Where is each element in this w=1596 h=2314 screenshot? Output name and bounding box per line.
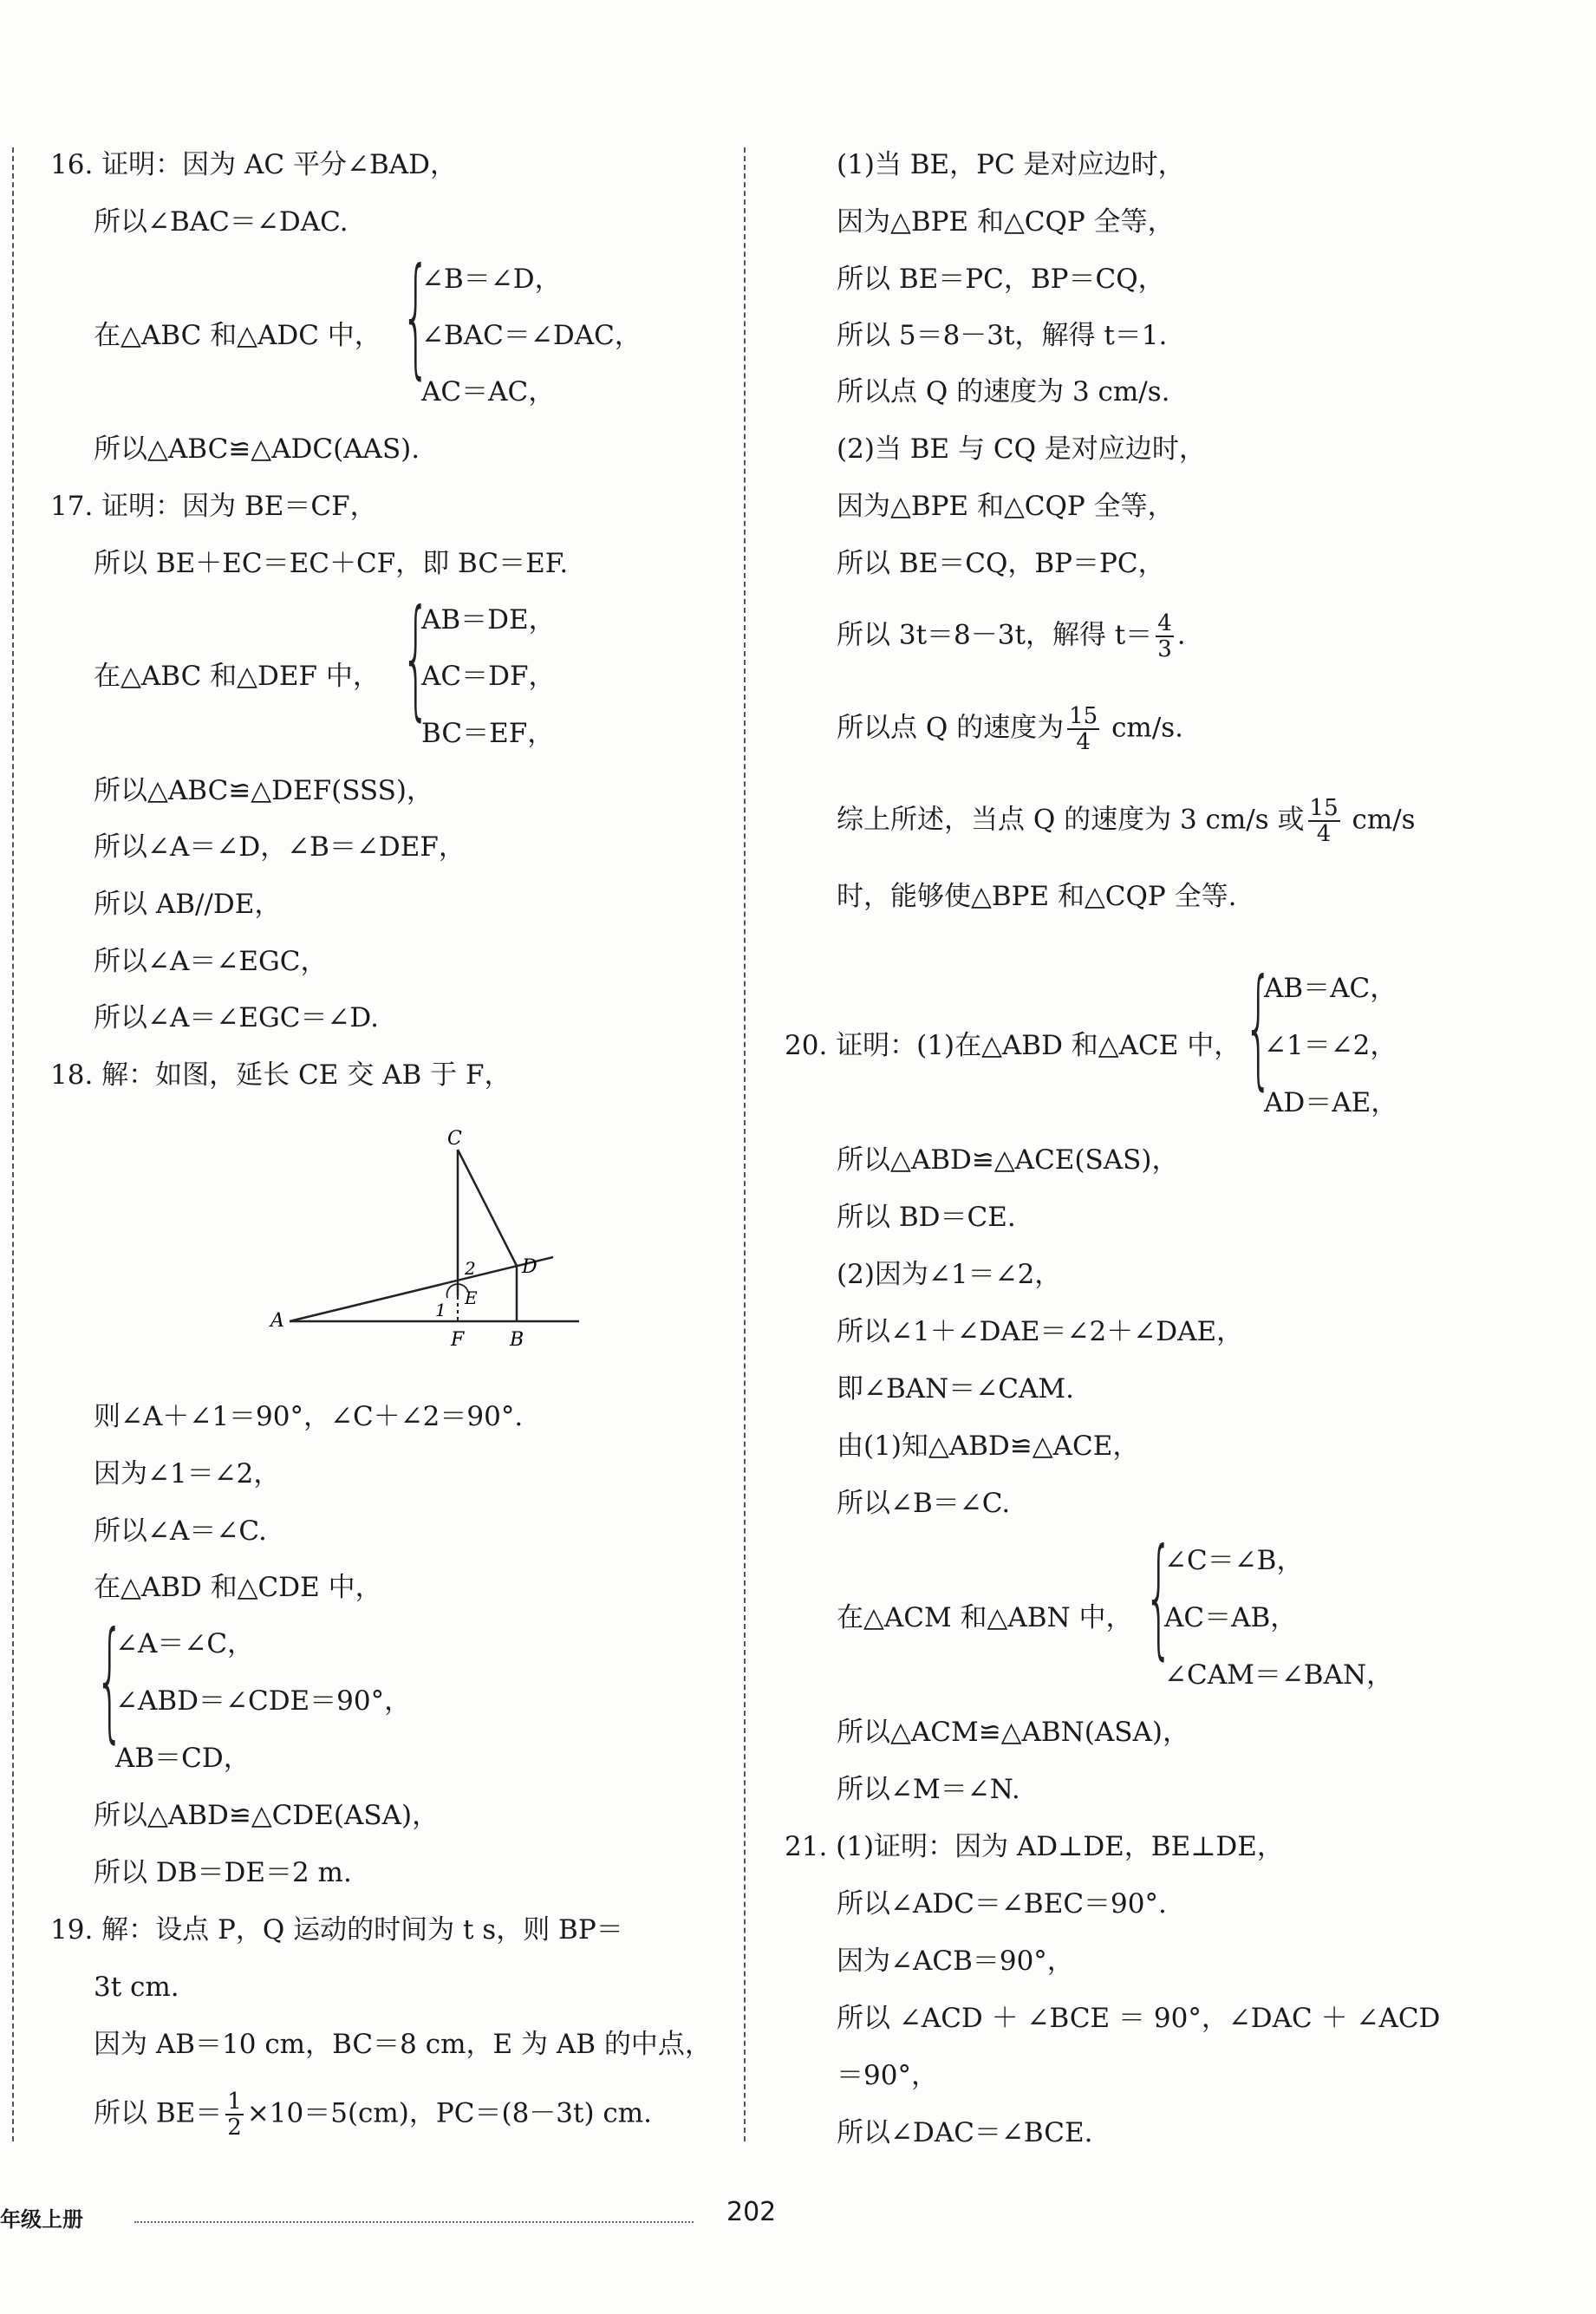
- p19r-line11: [837, 796, 1416, 846]
- p20-line7: 所以∠B＝∠C.: [837, 1488, 1011, 1519]
- p21-line4: 所以 ∠ACD ＋ ∠BCE ＝ 90°，∠DAC ＋ ∠ACD: [837, 2003, 1441, 2034]
- p17-cond3: BC＝EF，: [421, 718, 555, 749]
- p20-cond2-2: AC＝AB，: [1164, 1602, 1298, 1633]
- frac-denominator: 2: [227, 2115, 242, 2141]
- p20-cond2-3: ∠CAM＝∠BAN，: [1164, 1659, 1394, 1691]
- fig-label-E: E: [465, 1287, 478, 1308]
- fig-label-C: C: [447, 1128, 462, 1150]
- frac-denominator: 4: [1076, 729, 1091, 755]
- fig-line-AD: [290, 1257, 553, 1321]
- p20-line2: 所以 BD＝CE.: [837, 1202, 1016, 1233]
- fig-label-2: 2: [465, 1258, 476, 1279]
- p19r-line11-prefix: 综上所述，当点 Q 的速度为 3 cm/s 或: [837, 804, 1305, 836]
- p16-line1: 16. 证明：因为 AC 平分∠BAD，: [50, 149, 457, 180]
- p18-brace: {: [95, 1605, 125, 1756]
- p20-brace2: {: [1144, 1522, 1174, 1672]
- p20-intro: 20. 证明：(1)在△ABD 和△ACE 中，: [785, 1030, 1241, 1061]
- p17-line1: 17. 证明：因为 BE＝CF，: [50, 491, 377, 522]
- p19r-line7: 因为△BPE 和△CQP 全等，: [837, 491, 1175, 522]
- p19r-line10: [837, 704, 1183, 754]
- p18-cond3: AB＝CD，: [115, 1743, 251, 1774]
- p20-cond1: AB＝AC，: [1264, 973, 1397, 1004]
- p16-line2: 所以∠BAC＝∠DAC.: [94, 206, 349, 238]
- p19r-line5: 所以点 Q 的速度为 3 cm/s.: [837, 376, 1170, 407]
- left-margin-rule: [12, 147, 14, 2141]
- p20-line4: 所以∠1＋∠DAE＝∠2＋∠DAE，: [837, 1316, 1244, 1347]
- p19r-line6: (2)当 BE 与 CQ 是对应边时，: [837, 433, 1206, 465]
- p20-intro2: 在△ACM 和△ABN 中，: [837, 1602, 1133, 1633]
- p17-cond-intro: 在△ABC 和△DEF 中，: [94, 661, 380, 692]
- p21-line6: 所以∠DAC＝∠BCE.: [837, 2117, 1093, 2148]
- p19-line2: 3t cm.: [94, 1972, 179, 2003]
- p17-cond1: AB＝DE，: [421, 604, 556, 636]
- p20-line9: 所以∠M＝∠N.: [837, 1774, 1020, 1805]
- p16-cond2: ∠BAC＝∠DAC，: [421, 320, 642, 351]
- p17-brace: {: [401, 583, 431, 733]
- p19-line3: 因为 AB＝10 cm，BC＝8 cm，E 为 AB 的中点，: [94, 2029, 712, 2060]
- p20-line8: 所以△ACM≌△ABN(ASA)，: [837, 1717, 1189, 1748]
- p19-line4: [50, 2089, 652, 2140]
- p19r-line2: 因为△BPE 和△CQP 全等，: [837, 206, 1175, 238]
- p19-line4-prefix: 所以 BE＝: [94, 2097, 223, 2129]
- frac-numerator: 4: [1157, 610, 1172, 636]
- p21-line1: 21. (1)证明：因为 AD⊥DE，BE⊥DE，: [785, 1831, 1284, 1862]
- p19r-line9-prefix: 所以 3t＝8－3t，解得 t＝: [837, 619, 1153, 651]
- p19r-line12: 时，能够使△BPE 和△CQP 全等.: [837, 881, 1237, 912]
- p18-line6: 所以△ABD≌△CDE(ASA)，: [94, 1800, 440, 1831]
- p19-line1: 19. 解：设点 P，Q 运动的时间为 t s，则 BP＝: [50, 1914, 623, 1946]
- p20-brace: {: [1244, 952, 1274, 1103]
- p18-line3: 因为∠1＝∠2，: [94, 1458, 281, 1489]
- p16-cond3: AC＝AC，: [421, 376, 556, 407]
- footer-dotted-rule: [134, 2221, 694, 2223]
- p21-line2: 所以∠ADC＝∠BEC＝90°.: [837, 1888, 1167, 1920]
- fraction-fifteen-fourths: [1067, 704, 1099, 754]
- frac-numerator: 15: [1069, 703, 1098, 729]
- p19r-line3: 所以 BE＝PC，BP＝CQ，: [837, 264, 1165, 295]
- p20-line1: 所以△ABD≌△ACE(SAS)，: [837, 1144, 1179, 1176]
- p16-brace: {: [401, 241, 431, 392]
- p18-geometry-figure: [258, 1118, 605, 1370]
- p19r-line9-suffix: .: [1176, 619, 1186, 651]
- p17-line5: 所以 AB//DE，: [94, 889, 282, 920]
- fig-label-D: D: [522, 1256, 537, 1278]
- fig-line-CD: [458, 1150, 517, 1266]
- p17-cond2: AC＝DF，: [421, 661, 556, 692]
- fig-label-B: B: [510, 1329, 524, 1351]
- p17-line4: 所以∠A＝∠D，∠B＝∠DEF，: [94, 831, 466, 863]
- p21-line3: 因为∠ACB＝90°，: [837, 1946, 1074, 1977]
- p16-conclusion: 所以△ABC≌△ADC(AAS).: [94, 433, 420, 465]
- p18-line2: 则∠A＋∠1＝90°，∠C＋∠2＝90°.: [94, 1401, 524, 1432]
- p19r-line9: [837, 611, 1186, 662]
- p19r-line1: (1)当 BE，PC 是对应边时，: [837, 149, 1185, 180]
- p21-line5: ＝90°，: [837, 2060, 938, 2091]
- p19r-line10-suffix: cm/s.: [1103, 712, 1184, 744]
- p18-cond2: ∠ABD＝∠CDE＝90°，: [115, 1685, 412, 1717]
- fig-label-F: F: [451, 1329, 465, 1351]
- p19r-line4: 所以 5＝8－3t，解得 t＝1.: [837, 320, 1168, 351]
- p16-cond-intro: 在△ABC 和△ADC 中，: [94, 320, 381, 351]
- frac-denominator: 4: [1316, 821, 1332, 847]
- p17-line2: 所以 BE＋EC＝EC＋CF，即 BC＝EF.: [94, 548, 569, 579]
- p19r-line10-prefix: 所以点 Q 的速度为: [837, 712, 1065, 744]
- fig-label-A: A: [270, 1310, 284, 1332]
- frac-numerator: 1: [227, 2089, 242, 2115]
- center-margin-rule: [744, 147, 746, 2141]
- page-number: 202: [726, 2197, 777, 2227]
- p20-cond3: AD＝AE，: [1264, 1087, 1398, 1118]
- p17-line3: 所以△ABC≌△DEF(SSS)，: [94, 775, 433, 806]
- frac-denominator: 3: [1157, 636, 1172, 662]
- p19-line4-suffix: ×10＝5(cm)，PC＝(8－3t) cm.: [246, 2097, 653, 2129]
- p18-line1: 18. 解：如图，延长 CE 交 AB 于 F，: [50, 1059, 511, 1091]
- footer-grade-label: 年级上册: [0, 2207, 83, 2232]
- p18-cond1: ∠A＝∠C，: [115, 1628, 255, 1659]
- p19r-line11-suffix: cm/s: [1343, 804, 1416, 836]
- p20-cond2: ∠1＝∠2，: [1264, 1030, 1397, 1061]
- p20-line5: 即∠BAN＝∠CAM.: [837, 1373, 1074, 1405]
- p19r-line8: 所以 BE＝CQ，BP＝PC，: [837, 548, 1165, 579]
- p16-cond1: ∠B＝∠D，: [421, 264, 562, 295]
- p17-line6: 所以∠A＝∠EGC，: [94, 946, 328, 977]
- p20-line6: 由(1)知△ABD≌△ACE，: [837, 1431, 1140, 1462]
- p20-cond2-1: ∠C＝∠B，: [1164, 1545, 1304, 1576]
- fraction-fifteen-fourths-2: [1308, 796, 1340, 846]
- p18-line7: 所以 DB＝DE＝2 m.: [94, 1857, 352, 1888]
- p18-line5: 在△ABD 和△CDE 中，: [94, 1572, 382, 1603]
- p18-line4: 所以∠A＝∠C.: [94, 1516, 267, 1547]
- fraction-four-thirds: [1156, 611, 1174, 662]
- frac-numerator: 15: [1309, 795, 1339, 821]
- p17-line7: 所以∠A＝∠EGC＝∠D.: [94, 1002, 380, 1033]
- fraction-one-half: [225, 2089, 244, 2140]
- fig-label-1: 1: [435, 1300, 446, 1320]
- p20-line3: (2)因为∠1＝∠2，: [837, 1259, 1062, 1290]
